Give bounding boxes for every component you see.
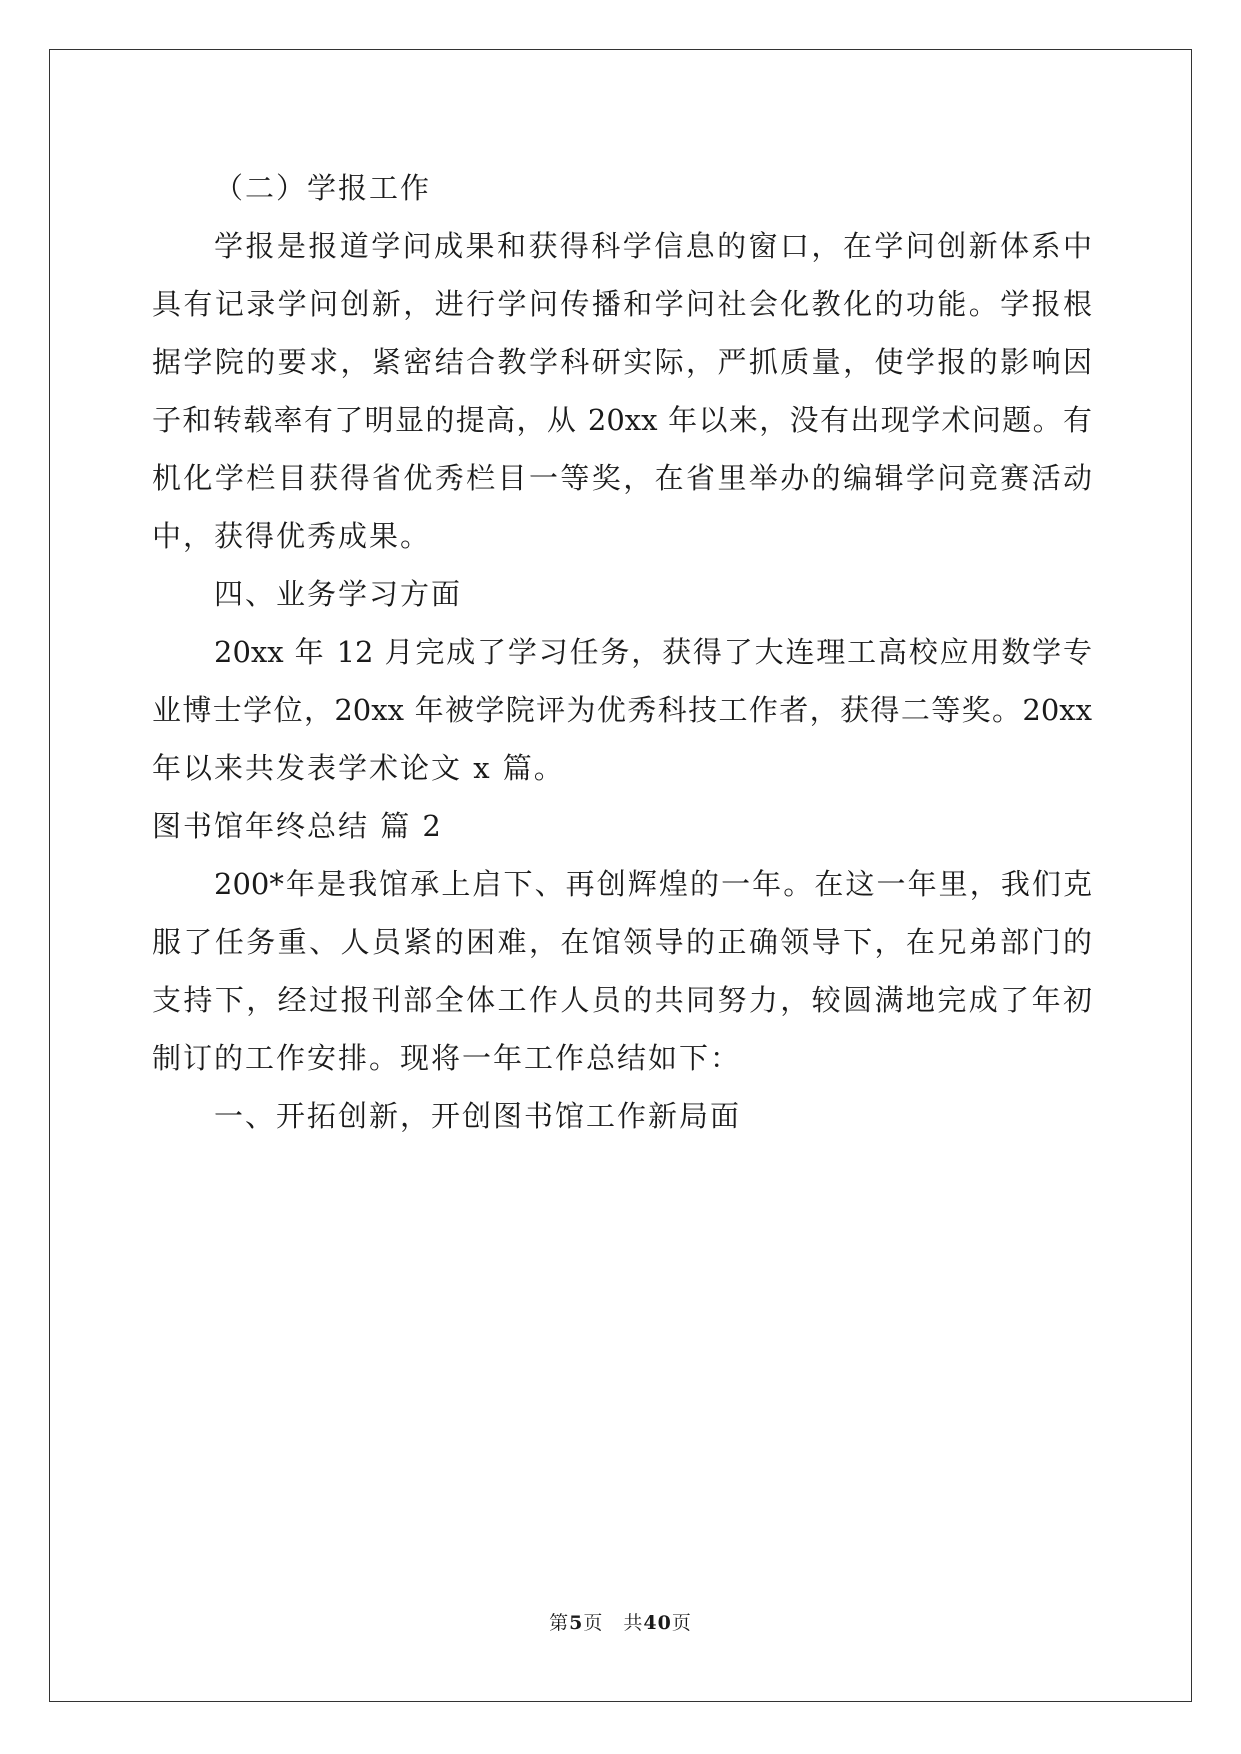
section-heading-innovation: 一、开拓创新，开创图书馆工作新局面 (214, 1099, 742, 1133)
paragraph-line: 年以来共发表学术论文 x 篇。 (152, 751, 565, 785)
paragraph-line: 200*年是我馆承上启下、再创辉煌的一年。在这一年里，我们克 (214, 867, 1092, 901)
page-footer (0, 1611, 1241, 1635)
paragraph-line: 据学院的要求，紧密结合教学科研实际，严抓质量，使学报的影响因 (152, 345, 1092, 379)
paragraph-line: 机化学栏目获得省优秀栏目一等奖，在省里举办的编辑学问竞赛活动 (152, 461, 1092, 495)
footer-mid: 页 共 (583, 1612, 644, 1634)
section-heading-study: 四、业务学习方面 (214, 577, 463, 611)
paragraph-line: 学报是报道学问成果和获得科学信息的窗口，在学问创新体系中 (214, 229, 1092, 263)
paragraph-line: 子和转载率有了明显的提高，从 20xx 年以来，没有出现学术问题。有 (152, 403, 1092, 437)
paragraph-line: 20xx 年 12 月完成了学习任务，获得了大连理工高校应用数学专 (214, 635, 1092, 669)
current-page-number: 5 (569, 1612, 584, 1634)
total-page-number: 40 (643, 1612, 672, 1634)
article-title: 图书馆年终总结 篇 2 (152, 809, 443, 843)
paragraph-line: 业博士学位，20xx 年被学院评为优秀科技工作者，获得二等奖。20xx (152, 693, 1092, 727)
footer-prefix: 第 (549, 1612, 570, 1634)
footer-suffix: 页 (671, 1612, 692, 1634)
paragraph-line: 支持下，经过报刊部全体工作人员的共同努力，较圆满地完成了年初 (152, 983, 1092, 1017)
paragraph-line: 服了任务重、人员紧的困难，在馆领导的正确领导下，在兄弟部门的 (152, 925, 1092, 959)
paragraph-line: 具有记录学问创新，进行学问传播和学问社会化教化的功能。学报根 (152, 287, 1092, 321)
section-heading-journal: （二）学报工作 (214, 171, 432, 205)
paragraph-line: 中，获得优秀成果。 (152, 519, 432, 553)
paragraph-line: 制订的工作安排。现将一年工作总结如下： (152, 1041, 742, 1075)
